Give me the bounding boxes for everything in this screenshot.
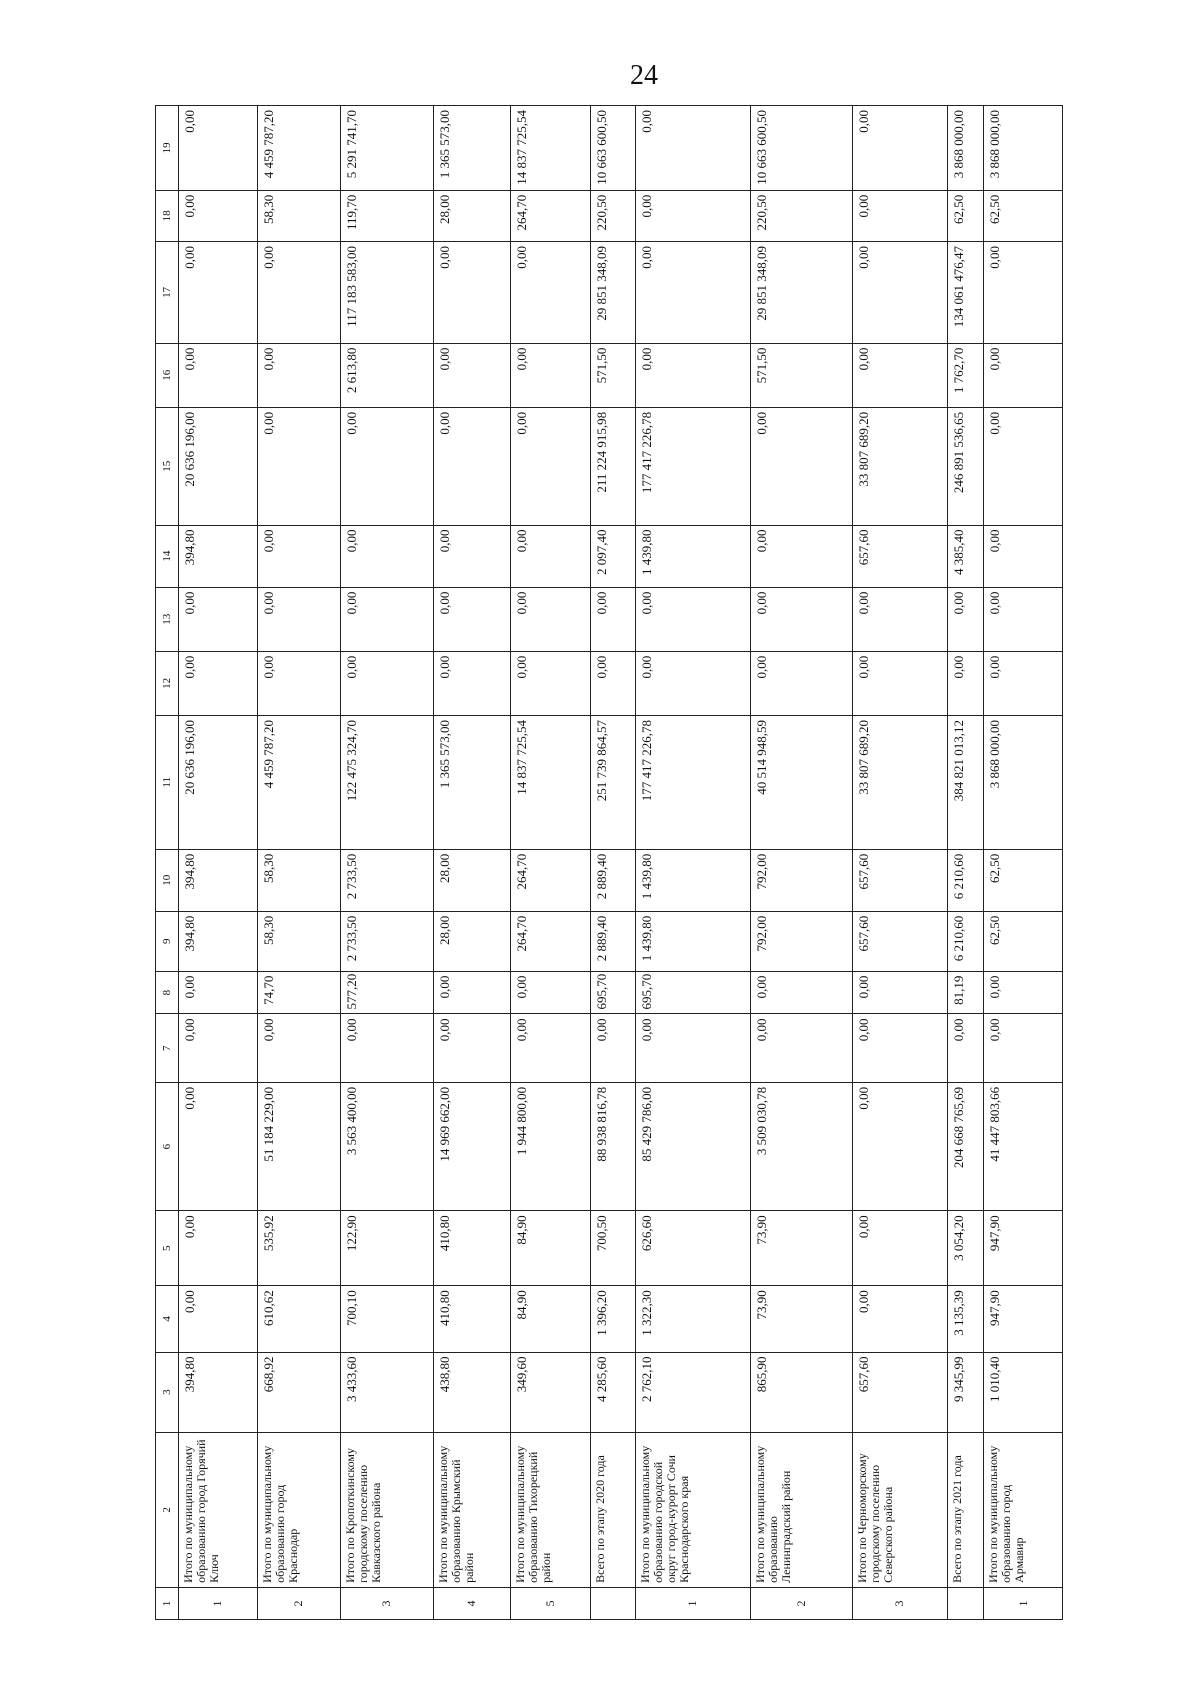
value-cell: 204 668 765,69 xyxy=(948,1082,984,1210)
value-cell: 62,50 xyxy=(984,849,1063,911)
value-cell: 0,00 xyxy=(750,971,852,1014)
value-cell: 73,90 xyxy=(750,1286,852,1352)
column-number-11: 11 xyxy=(156,715,179,849)
value-cell: 122,90 xyxy=(340,1211,434,1286)
value-cell: 0,00 xyxy=(635,1014,750,1082)
value-cell: 2 613,80 xyxy=(340,343,434,407)
value-cell: 1 439,80 xyxy=(635,525,750,587)
value-cell: 657,60 xyxy=(852,525,948,587)
value-cell: 41 447 803,66 xyxy=(984,1082,1063,1210)
value-cell: 0,00 xyxy=(635,106,750,191)
value-cell: 394,80 xyxy=(179,1352,258,1432)
value-cell: 0,00 xyxy=(852,971,948,1014)
value-cell: 3 509 030,78 xyxy=(750,1082,852,1210)
value-cell: 3 868 000,00 xyxy=(984,715,1063,849)
row-label-cell: Итого по муниципальному образованию Ленинградский район xyxy=(750,1432,852,1587)
value-cell: 28,00 xyxy=(434,911,511,971)
column-number-12: 12 xyxy=(156,651,179,715)
row-number-cell: 1 xyxy=(635,1587,750,1619)
value-cell: 3 868 000,00 xyxy=(948,106,984,191)
value-cell: 88 938 816,78 xyxy=(591,1082,636,1210)
row-number-cell xyxy=(948,1587,984,1619)
value-cell: 349,60 xyxy=(510,1352,591,1432)
value-cell: 0,00 xyxy=(984,971,1063,1014)
value-cell: 2 097,40 xyxy=(591,525,636,587)
value-cell: 0,00 xyxy=(948,587,984,651)
value-cell: 0,00 xyxy=(984,242,1063,344)
value-cell: 0,00 xyxy=(852,106,948,191)
column-number-17: 17 xyxy=(156,242,179,344)
value-cell: 0,00 xyxy=(510,1014,591,1082)
value-cell: 657,60 xyxy=(852,1352,948,1432)
row-label-cell: Итого по муниципальному образованию Крымский район xyxy=(434,1432,511,1587)
value-cell: 58,30 xyxy=(257,190,340,241)
value-cell: 1 365 573,00 xyxy=(434,106,511,191)
value-cell: 246 891 536,65 xyxy=(948,407,984,525)
value-cell: 122 475 324,70 xyxy=(340,715,434,849)
value-cell: 0,00 xyxy=(434,525,511,587)
value-cell: 33 807 689,20 xyxy=(852,715,948,849)
value-cell: 0,00 xyxy=(852,1211,948,1286)
value-cell: 1 322,30 xyxy=(635,1286,750,1352)
value-cell: 0,00 xyxy=(510,242,591,344)
value-cell: 0,00 xyxy=(434,343,511,407)
table-row xyxy=(635,106,750,1620)
value-cell: 0,00 xyxy=(948,1014,984,1082)
value-cell: 410,80 xyxy=(434,1286,511,1352)
value-cell: 220,50 xyxy=(591,190,636,241)
row-label-cell: Итого по муниципальному образованию Тихорецкий район xyxy=(510,1432,591,1587)
value-cell: 695,70 xyxy=(591,971,636,1014)
value-cell: 0,00 xyxy=(179,971,258,1014)
page-number: 24 xyxy=(630,60,658,91)
table-row xyxy=(750,106,852,1620)
value-cell: 0,00 xyxy=(984,343,1063,407)
value-cell: 0,00 xyxy=(257,242,340,344)
value-cell: 0,00 xyxy=(257,651,340,715)
value-cell: 84,90 xyxy=(510,1286,591,1352)
value-cell: 1 944 800,00 xyxy=(510,1082,591,1210)
row-number-cell: 3 xyxy=(340,1587,434,1619)
data-table xyxy=(155,105,1063,1620)
value-cell: 668,92 xyxy=(257,1352,340,1432)
value-cell: 535,92 xyxy=(257,1211,340,1286)
row-label-cell: Итого по муниципальному образованию город Армавир xyxy=(984,1432,1063,1587)
value-cell: 3 868 000,00 xyxy=(984,106,1063,191)
value-cell: 1 439,80 xyxy=(635,911,750,971)
value-cell: 58,30 xyxy=(257,849,340,911)
column-number-19: 19 xyxy=(156,106,179,191)
value-cell: 0,00 xyxy=(852,242,948,344)
value-cell: 134 061 476,47 xyxy=(948,242,984,344)
value-cell: 0,00 xyxy=(179,106,258,191)
value-cell: 0,00 xyxy=(179,587,258,651)
value-cell: 792,00 xyxy=(750,911,852,971)
value-cell: 657,60 xyxy=(852,849,948,911)
value-cell: 0,00 xyxy=(510,587,591,651)
value-cell: 33 807 689,20 xyxy=(852,407,948,525)
column-number-7: 7 xyxy=(156,1014,179,1082)
value-cell: 0,00 xyxy=(591,587,636,651)
value-cell: 14 969 662,00 xyxy=(434,1082,511,1210)
value-cell: 62,50 xyxy=(948,190,984,241)
value-cell: 0,00 xyxy=(434,242,511,344)
row-label-cell: Итого по муниципальному образованию городской округ город-курорт Сочи Краснодарского края xyxy=(635,1432,750,1587)
value-cell: 29 851 348,09 xyxy=(591,242,636,344)
row-number-cell: 1 xyxy=(984,1587,1063,1619)
value-cell: 58,30 xyxy=(257,911,340,971)
column-number-3: 3 xyxy=(156,1352,179,1432)
value-cell: 177 417 226,78 xyxy=(635,407,750,525)
value-cell: 0,00 xyxy=(948,651,984,715)
value-cell: 0,00 xyxy=(340,407,434,525)
value-cell: 5 291 741,70 xyxy=(340,106,434,191)
value-cell: 29 851 348,09 xyxy=(750,242,852,344)
column-number-16: 16 xyxy=(156,343,179,407)
value-cell: 264,70 xyxy=(510,190,591,241)
value-cell: 0,00 xyxy=(635,190,750,241)
value-cell: 220,50 xyxy=(750,190,852,241)
value-cell: 0,00 xyxy=(179,1014,258,1082)
value-cell: 28,00 xyxy=(434,190,511,241)
value-cell: 571,50 xyxy=(750,343,852,407)
row-number-cell: 5 xyxy=(510,1587,591,1619)
row-number-cell: 3 xyxy=(852,1587,948,1619)
value-cell: 6 210,60 xyxy=(948,849,984,911)
column-number-4: 4 xyxy=(156,1286,179,1352)
value-cell: 0,00 xyxy=(340,587,434,651)
value-cell: 3 563 400,00 xyxy=(340,1082,434,1210)
value-cell: 865,90 xyxy=(750,1352,852,1432)
value-cell: 0,00 xyxy=(510,407,591,525)
value-cell: 62,50 xyxy=(984,190,1063,241)
value-cell: 0,00 xyxy=(750,525,852,587)
value-cell: 1 762,70 xyxy=(948,343,984,407)
value-cell: 0,00 xyxy=(984,587,1063,651)
value-cell: 626,60 xyxy=(635,1211,750,1286)
value-cell: 2 733,50 xyxy=(340,849,434,911)
table-row xyxy=(852,106,948,1620)
value-cell: 0,00 xyxy=(257,587,340,651)
table-row xyxy=(591,106,636,1620)
value-cell: 10 663 600,50 xyxy=(750,106,852,191)
value-cell: 119,70 xyxy=(340,190,434,241)
value-cell: 0,00 xyxy=(852,1082,948,1210)
value-cell: 0,00 xyxy=(750,651,852,715)
column-number-18: 18 xyxy=(156,190,179,241)
value-cell: 0,00 xyxy=(257,525,340,587)
value-cell: 0,00 xyxy=(750,407,852,525)
table-row xyxy=(434,106,511,1620)
value-cell: 14 837 725,54 xyxy=(510,106,591,191)
value-cell: 73,90 xyxy=(750,1211,852,1286)
value-cell: 3 054,20 xyxy=(948,1211,984,1286)
value-cell: 10 663 600,50 xyxy=(591,106,636,191)
value-cell: 20 636 196,00 xyxy=(179,715,258,849)
row-number-cell xyxy=(591,1587,636,1619)
row-label-cell: Всего по этапу 2020 года xyxy=(591,1432,636,1587)
value-cell: 85 429 786,00 xyxy=(635,1082,750,1210)
column-number-14: 14 xyxy=(156,525,179,587)
row-label-cell: Итого по муниципальному образованию город Краснодар xyxy=(257,1432,340,1587)
value-cell: 0,00 xyxy=(434,971,511,1014)
value-cell: 695,70 xyxy=(635,971,750,1014)
column-number-2: 2 xyxy=(156,1432,179,1587)
value-cell: 0,00 xyxy=(510,971,591,1014)
value-cell: 2 889,40 xyxy=(591,911,636,971)
value-cell: 384 821 013,12 xyxy=(948,715,984,849)
value-cell: 700,10 xyxy=(340,1286,434,1352)
value-cell: 0,00 xyxy=(852,343,948,407)
value-cell: 4 285,60 xyxy=(591,1352,636,1432)
value-cell: 792,00 xyxy=(750,849,852,911)
value-cell: 51 184 229,00 xyxy=(257,1082,340,1210)
value-cell: 20 636 196,00 xyxy=(179,407,258,525)
value-cell: 4 459 787,20 xyxy=(257,715,340,849)
value-cell: 0,00 xyxy=(434,1014,511,1082)
value-cell: 610,62 xyxy=(257,1286,340,1352)
value-cell: 0,00 xyxy=(179,1211,258,1286)
value-cell: 0,00 xyxy=(510,651,591,715)
value-cell: 84,90 xyxy=(510,1211,591,1286)
column-number-1: 1 xyxy=(156,1587,179,1619)
value-cell: 177 417 226,78 xyxy=(635,715,750,849)
value-cell: 0,00 xyxy=(591,651,636,715)
value-cell: 0,00 xyxy=(852,587,948,651)
value-cell: 0,00 xyxy=(510,525,591,587)
value-cell: 0,00 xyxy=(635,242,750,344)
row-label-cell: Итого по муниципальному образованию город Горячий Ключ xyxy=(179,1432,258,1587)
value-cell: 3 135,39 xyxy=(948,1286,984,1352)
value-cell: 3 433,60 xyxy=(340,1352,434,1432)
value-cell: 0,00 xyxy=(179,190,258,241)
value-cell: 0,00 xyxy=(340,1014,434,1082)
value-cell: 81,19 xyxy=(948,971,984,1014)
value-cell: 1 439,80 xyxy=(635,849,750,911)
value-cell: 0,00 xyxy=(984,651,1063,715)
value-cell: 0,00 xyxy=(635,587,750,651)
column-number-9: 9 xyxy=(156,911,179,971)
value-cell: 0,00 xyxy=(434,651,511,715)
value-cell: 700,50 xyxy=(591,1211,636,1286)
value-cell: 4 459 787,20 xyxy=(257,106,340,191)
row-number-cell: 1 xyxy=(179,1587,258,1619)
value-cell: 0,00 xyxy=(750,1014,852,1082)
value-cell: 947,90 xyxy=(984,1211,1063,1286)
value-cell: 657,60 xyxy=(852,911,948,971)
value-cell: 1 010,40 xyxy=(984,1352,1063,1432)
value-cell: 0,00 xyxy=(179,343,258,407)
column-number-10: 10 xyxy=(156,849,179,911)
value-cell: 0,00 xyxy=(984,1014,1063,1082)
value-cell: 9 345,99 xyxy=(948,1352,984,1432)
value-cell: 0,00 xyxy=(179,1286,258,1352)
value-cell: 394,80 xyxy=(179,525,258,587)
value-cell: 0,00 xyxy=(510,343,591,407)
table-row xyxy=(948,106,984,1620)
value-cell: 264,70 xyxy=(510,911,591,971)
value-cell: 251 739 864,57 xyxy=(591,715,636,849)
column-number-8: 8 xyxy=(156,971,179,1014)
column-number-5: 5 xyxy=(156,1211,179,1286)
row-number-cell: 4 xyxy=(434,1587,511,1619)
value-cell: 394,80 xyxy=(179,849,258,911)
value-cell: 0,00 xyxy=(340,651,434,715)
value-cell: 0,00 xyxy=(852,1286,948,1352)
value-cell: 0,00 xyxy=(635,343,750,407)
value-cell: 2 762,10 xyxy=(635,1352,750,1432)
value-cell: 394,80 xyxy=(179,911,258,971)
value-cell: 0,00 xyxy=(984,407,1063,525)
value-cell: 0,00 xyxy=(179,1082,258,1210)
value-cell: 2 889,40 xyxy=(591,849,636,911)
column-number-13: 13 xyxy=(156,587,179,651)
table-row xyxy=(179,106,258,1620)
table-row xyxy=(257,106,340,1620)
value-cell: 14 837 725,54 xyxy=(510,715,591,849)
column-number-15: 15 xyxy=(156,407,179,525)
value-cell: 0,00 xyxy=(852,651,948,715)
row-label-cell: Итого по Черноморскому городскому поселению Северского района xyxy=(852,1432,948,1587)
table-row xyxy=(984,106,1063,1620)
value-cell: 117 183 583,00 xyxy=(340,242,434,344)
value-cell: 1 365 573,00 xyxy=(434,715,511,849)
row-label-cell: Всего по этапу 2021 года xyxy=(948,1432,984,1587)
value-cell: 6 210,60 xyxy=(948,911,984,971)
value-cell: 947,90 xyxy=(984,1286,1063,1352)
value-cell: 438,80 xyxy=(434,1352,511,1432)
value-cell: 0,00 xyxy=(434,587,511,651)
value-cell: 74,70 xyxy=(257,971,340,1014)
value-cell: 0,00 xyxy=(257,343,340,407)
value-cell: 0,00 xyxy=(179,242,258,344)
value-cell: 40 514 948,59 xyxy=(750,715,852,849)
value-cell: 0,00 xyxy=(635,651,750,715)
value-cell: 0,00 xyxy=(340,525,434,587)
value-cell: 1 396,20 xyxy=(591,1286,636,1352)
table-row xyxy=(510,106,591,1620)
value-cell: 4 385,40 xyxy=(948,525,984,587)
value-cell: 571,50 xyxy=(591,343,636,407)
row-number-cell: 2 xyxy=(257,1587,340,1619)
row-label-cell: Итого по Кропоткинскому городскому поселению Кавказского района xyxy=(340,1432,434,1587)
rotated-table-frame xyxy=(155,105,1063,1620)
value-cell: 0,00 xyxy=(179,651,258,715)
column-number-6: 6 xyxy=(156,1082,179,1210)
value-cell: 410,80 xyxy=(434,1211,511,1286)
value-cell: 2 733,50 xyxy=(340,911,434,971)
value-cell: 264,70 xyxy=(510,849,591,911)
value-cell: 0,00 xyxy=(984,525,1063,587)
value-cell: 0,00 xyxy=(852,190,948,241)
value-cell: 0,00 xyxy=(852,1014,948,1082)
value-cell: 0,00 xyxy=(257,1014,340,1082)
table-row xyxy=(340,106,434,1620)
row-number-cell: 2 xyxy=(750,1587,852,1619)
value-cell: 0,00 xyxy=(257,407,340,525)
value-cell: 211 224 915,98 xyxy=(591,407,636,525)
column-number-row xyxy=(156,106,179,1620)
value-cell: 62,50 xyxy=(984,911,1063,971)
value-cell: 28,00 xyxy=(434,849,511,911)
value-cell: 0,00 xyxy=(591,1014,636,1082)
value-cell: 577,20 xyxy=(340,971,434,1014)
value-cell: 0,00 xyxy=(750,587,852,651)
value-cell: 0,00 xyxy=(434,407,511,525)
